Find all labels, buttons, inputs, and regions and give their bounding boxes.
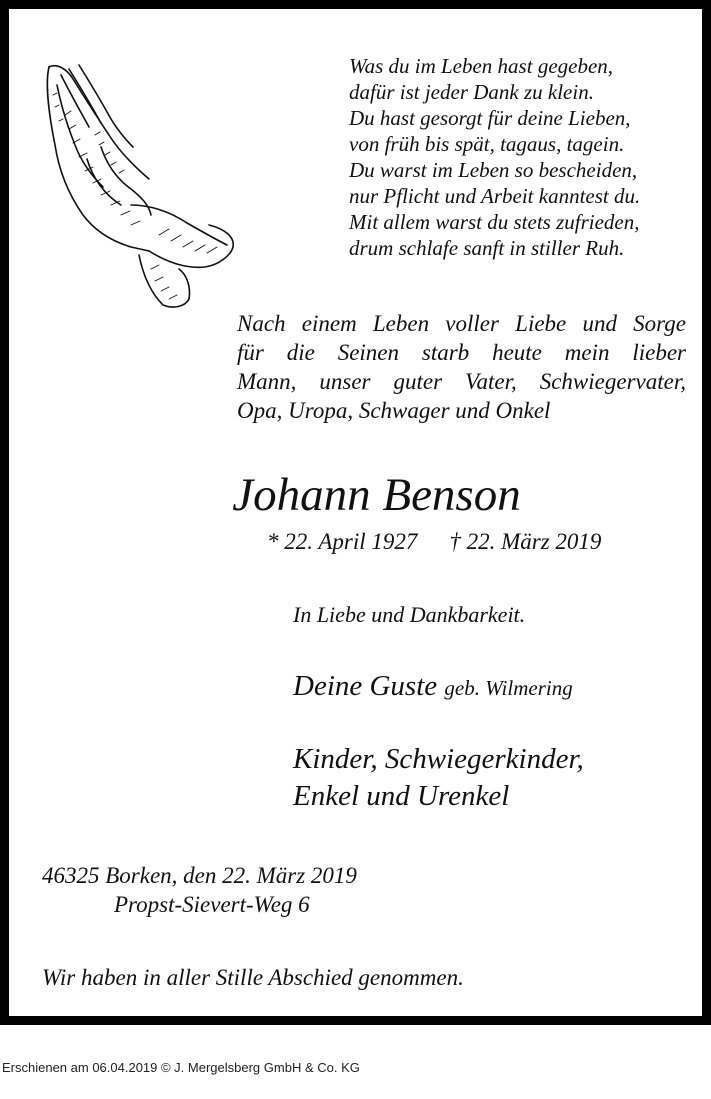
closing-line: Wir haben in aller Stille Abschied genommen.	[42, 965, 464, 990]
poem-line: Du warst im Leben so bescheiden,	[349, 158, 638, 182]
spouse-maiden-name: geb. Wilmering	[444, 676, 573, 700]
spouse-name: Deine Guste	[293, 670, 438, 702]
birth-date: * 22. April 1927	[267, 529, 418, 554]
intro-line: Nach einem Leben voller Liebe und Sorge	[237, 311, 686, 336]
publication-footer: Erschienen am 06.04.2019 © J. Mergelsberg GmbH & Co. KG	[2, 1060, 360, 1075]
intro-line: Opa, Uropa, Schwager und Onkel	[237, 398, 551, 423]
life-dates	[267, 527, 601, 557]
poem-line: drum schlafe sanft in stiller Ruh.	[349, 236, 625, 260]
intro-text	[237, 309, 686, 425]
poem-line: nur Pflicht und Arbeit kanntest du.	[349, 184, 641, 208]
thanks-line: In Liebe und Dankbarkeit.	[293, 602, 526, 627]
poem-line: von früh bis spät, tagaus, tagein.	[349, 132, 625, 156]
spouse-line	[293, 667, 573, 707]
poem	[349, 53, 699, 261]
poem-line: Was du im Leben hast gegeben,	[349, 54, 614, 78]
praying-hands-icon	[39, 55, 239, 309]
deceased-name-row	[9, 467, 711, 523]
poem-line: Mit allem warst du stets zufrieden,	[349, 210, 640, 234]
death-date: † 22. März 2019	[449, 529, 602, 554]
deceased-name: Johann Benson	[232, 469, 521, 521]
family-line: Enkel und Urenkel	[293, 780, 510, 812]
street-address: Propst-Sievert-Weg 6	[114, 892, 310, 917]
intro-line: Mann, unser guter Vater, Schwiegervater,	[237, 369, 686, 394]
address-block	[42, 861, 357, 919]
family-line: Kinder, Schwiegerkinder,	[293, 743, 584, 775]
family-members	[293, 741, 584, 815]
poem-line: Du hast gesorgt für deine Lieben,	[349, 106, 631, 130]
poem-line: dafür ist jeder Dank zu klein.	[349, 80, 594, 104]
intro-line: für die Seinen starb heute mein lieber	[237, 340, 686, 365]
place-date: 46325 Borken, den 22. März 2019	[42, 863, 357, 888]
